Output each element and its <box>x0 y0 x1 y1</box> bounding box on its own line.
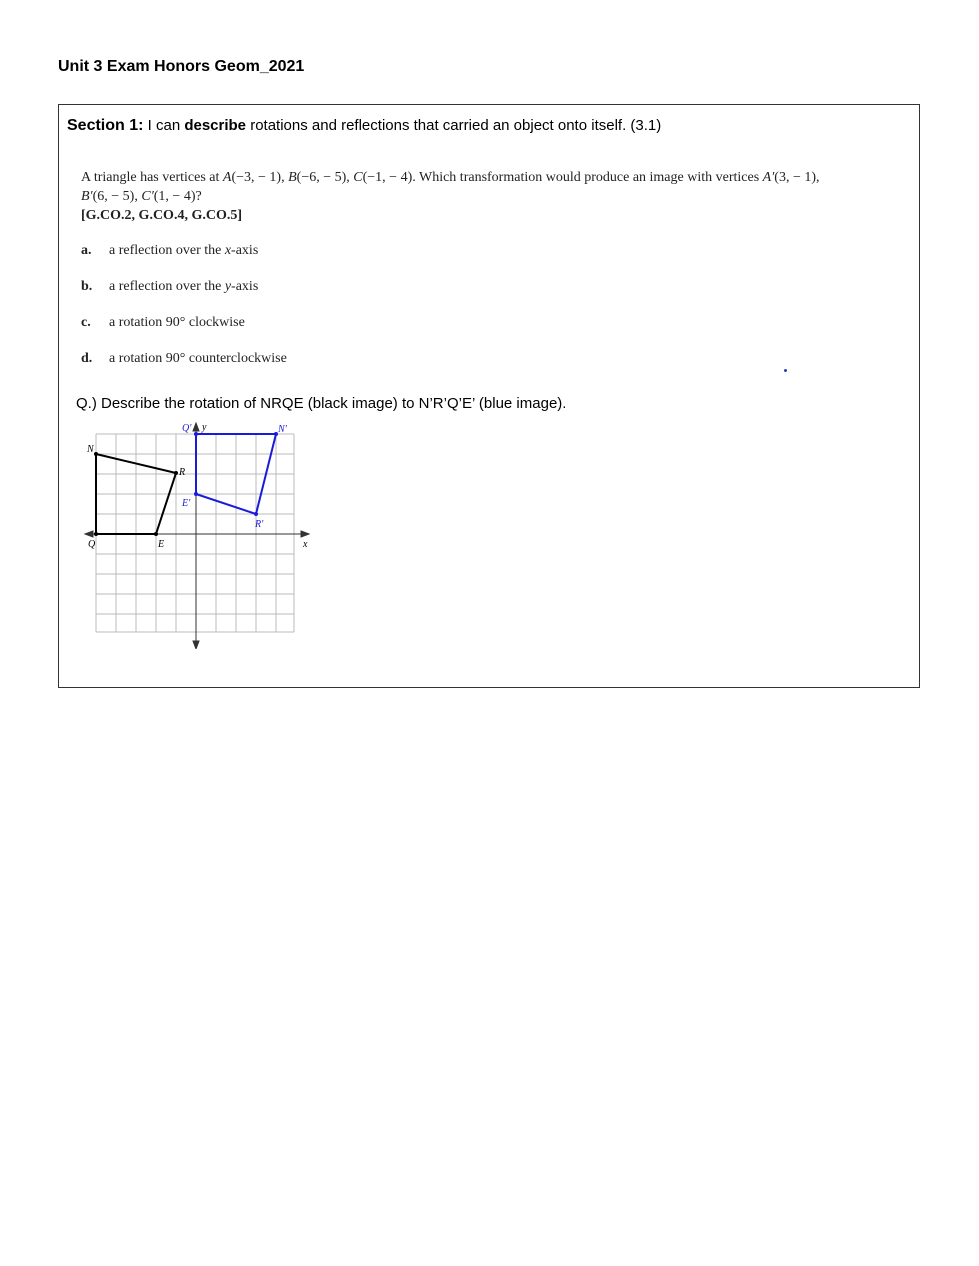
section-label: Section 1: <box>67 117 144 134</box>
point-r-prime <box>254 512 258 516</box>
label-q: Q <box>88 539 96 550</box>
choice-text: a reflection over the <box>109 279 225 294</box>
section-keyword: describe <box>184 117 247 134</box>
point-n <box>94 452 98 456</box>
question-2-text: Q.) Describe the rotation of NRQE (black image) to N’R’Q’E’ (blue image). <box>76 395 567 412</box>
x-axis-label: x <box>303 539 308 550</box>
q1-vertex-cp: C′ <box>141 189 154 204</box>
q1-vertex-b: B <box>288 170 297 185</box>
q1-text-d: (−1, − 4). Which transformation would produce an image with vertices <box>362 170 763 185</box>
point-r <box>174 471 178 475</box>
q1-vertex-c: C <box>353 170 363 185</box>
label-n-prime: N' <box>278 424 287 435</box>
choice-text: a rotation 90° clockwise <box>109 315 245 330</box>
stray-dot <box>784 369 787 372</box>
choice-var: y <box>224 279 232 294</box>
choice-letter: a. <box>81 243 92 258</box>
point-e <box>154 532 158 536</box>
coordinate-graph <box>81 419 321 649</box>
q1-vertex-a: A <box>222 170 232 185</box>
choice-a[interactable] <box>81 243 258 259</box>
label-r-prime: R' <box>255 519 264 530</box>
choice-post: -axis <box>231 279 259 294</box>
label-q-prime: Q' <box>182 423 192 434</box>
point-q-prime <box>194 432 198 436</box>
q1-text-g: (1, − 4)? <box>153 189 202 204</box>
choice-c[interactable] <box>81 315 245 331</box>
choice-var: x <box>224 243 232 258</box>
point-e-prime <box>194 492 198 496</box>
section-post: rotations and reflections that carried an object onto itself. (3.1) <box>246 117 662 134</box>
q1-text-c: (−6, − 5), <box>296 170 354 185</box>
section-box <box>58 104 920 688</box>
section-heading <box>67 117 661 135</box>
q1-text-a: A triangle has vertices at <box>81 170 223 185</box>
choice-text: a rotation 90° counterclockwise <box>109 351 287 366</box>
choice-letter: b. <box>81 279 93 294</box>
label-r: R <box>179 467 186 478</box>
q1-vertex-ap: A′ <box>762 170 775 185</box>
label-e-prime: E' <box>182 498 191 509</box>
q1-text-e: (3, − 1), <box>774 170 820 185</box>
choice-text: a reflection over the <box>109 243 225 258</box>
choice-letter: c. <box>81 315 91 330</box>
choice-post: -axis <box>231 243 259 258</box>
label-e: E <box>158 539 165 550</box>
q1-text-f: (6, − 5), <box>92 189 142 204</box>
question-1-text <box>81 168 821 225</box>
y-axis-label: y <box>202 422 207 433</box>
choice-d[interactable] <box>81 351 287 367</box>
q1-vertex-bp: B′ <box>81 189 93 204</box>
choice-letter: d. <box>81 351 93 366</box>
section-pre: I can <box>143 117 185 134</box>
page-title: Unit 3 Exam Honors Geom_2021 <box>58 58 305 75</box>
choice-b[interactable] <box>81 279 258 295</box>
q1-text-b: (−3, − 1), <box>231 170 289 185</box>
point-q <box>94 532 98 536</box>
label-n: N <box>87 444 94 455</box>
q1-standards: [G.CO.2, G.CO.4, G.CO.5] <box>81 208 242 223</box>
